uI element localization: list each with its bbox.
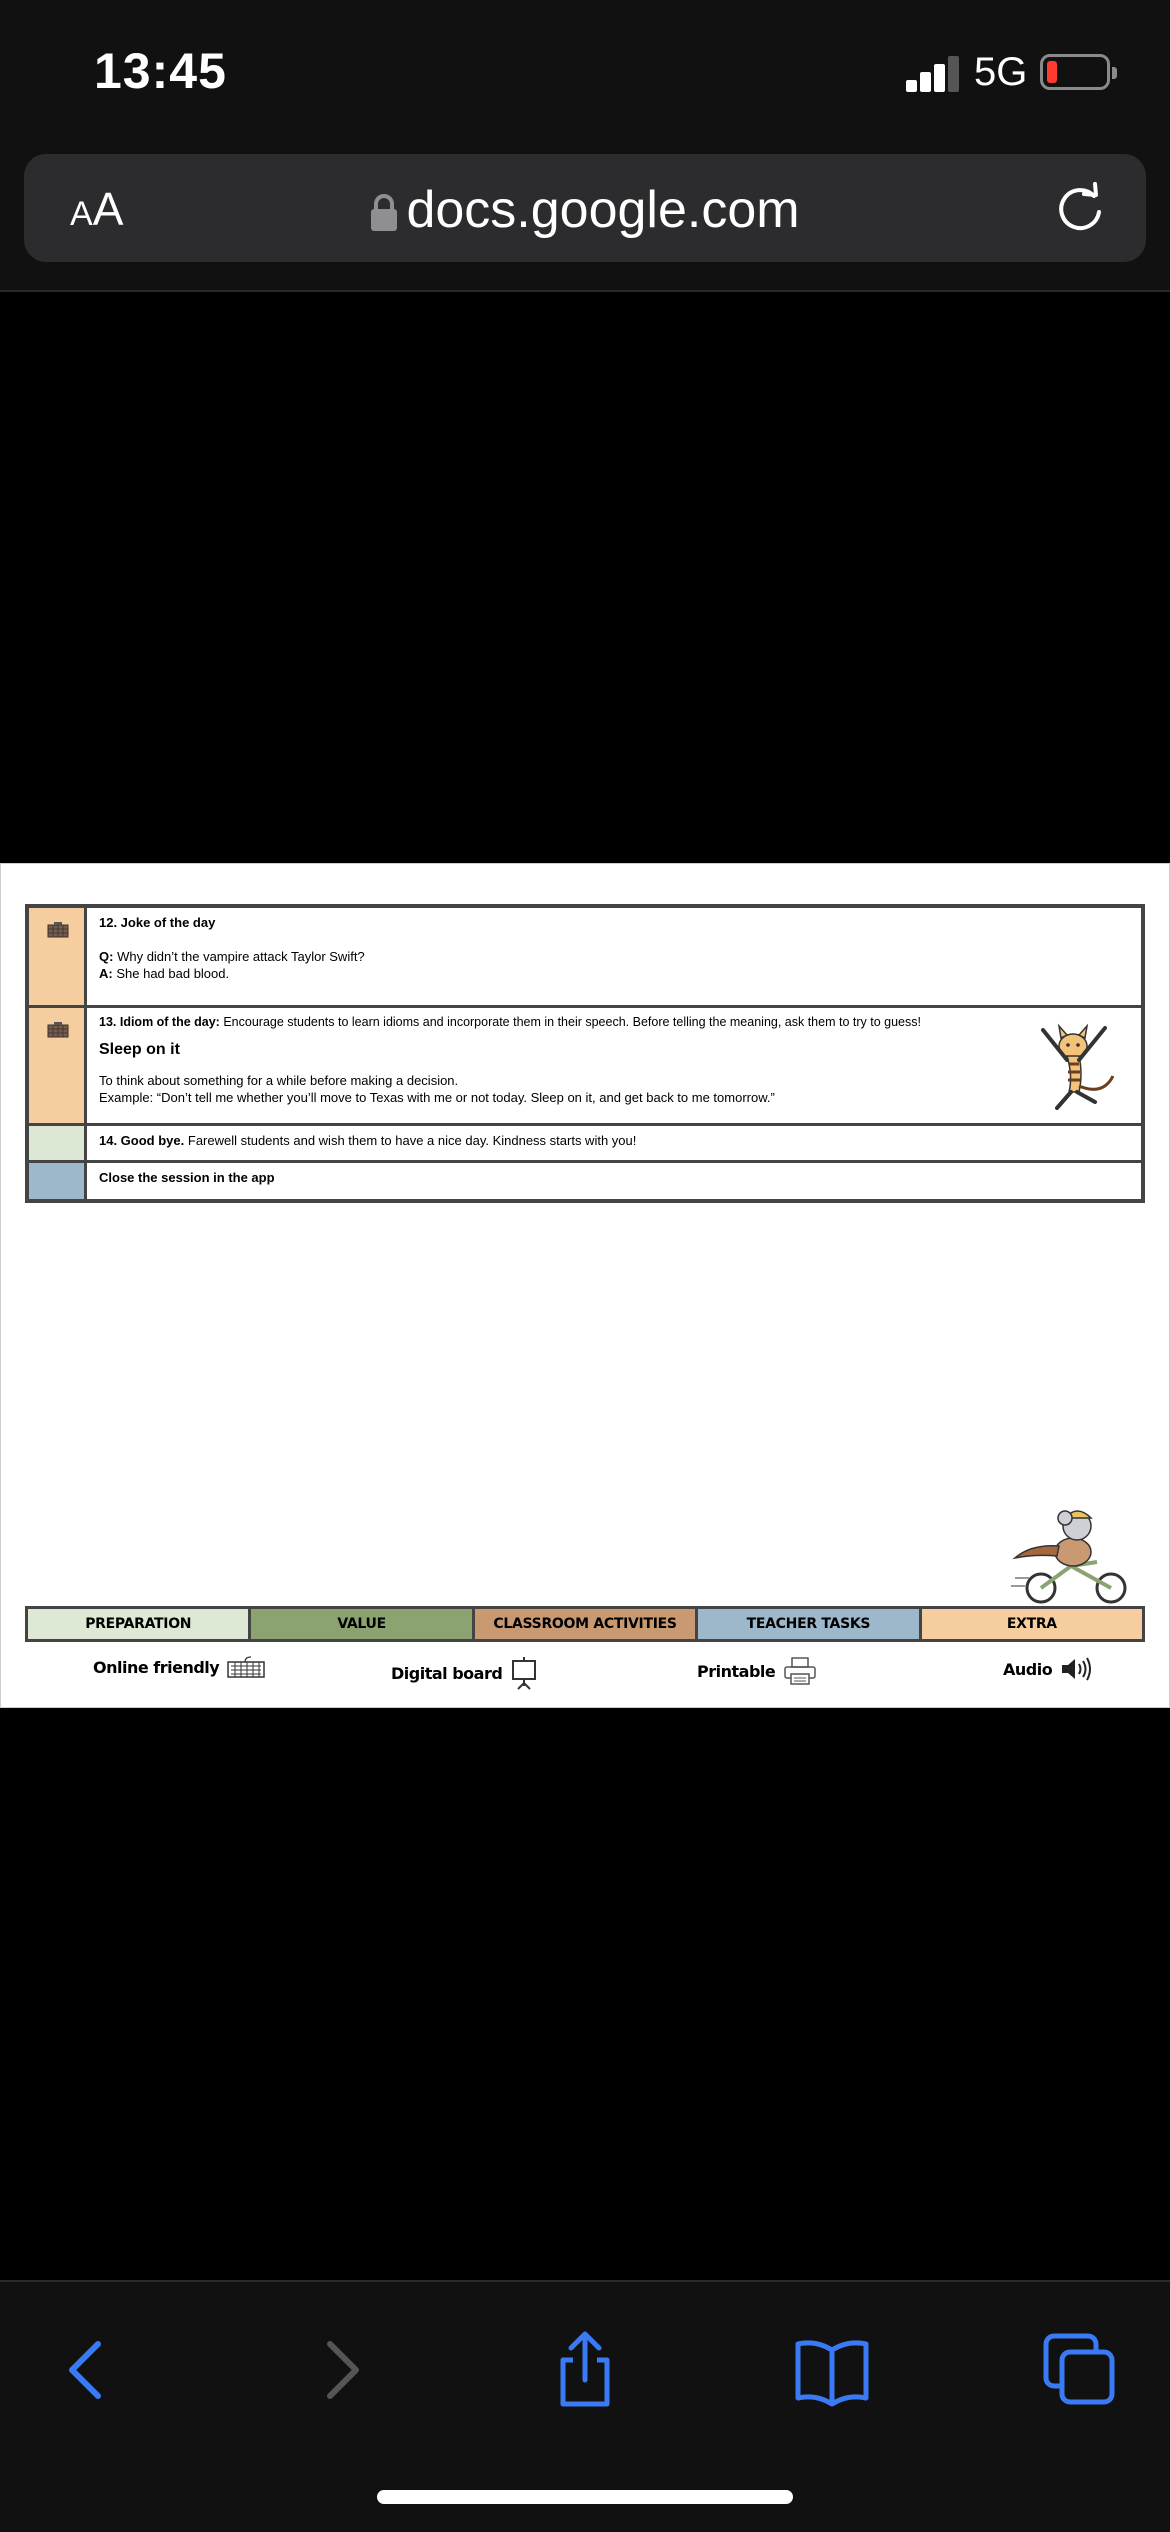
category-legend [25,1606,1145,1642]
dancing-cat-illustration [1023,1016,1123,1112]
back-icon[interactable] [48,2330,128,2410]
browser-header [0,150,1170,292]
cellular-signal-icon [906,56,960,92]
table-row [29,1163,1141,1199]
feature-online-friendly: Online friendly [93,1656,265,1678]
table-row [29,1008,1141,1126]
idiom-title: 13. Idiom of the day: [99,1015,220,1029]
address-bar[interactable] [24,154,1146,262]
reload-icon[interactable] [1054,182,1106,234]
feature-audio: Audio [1003,1656,1092,1682]
close-session-text: Close the session in the app [99,1170,275,1185]
legend-teacher-tasks: TEACHER TASKS [698,1609,921,1639]
idiom-meaning: To think about something for a while before making a decision. [99,1073,459,1088]
home-indicator[interactable] [377,2490,793,2504]
goodbye-title: 14. Good bye. [99,1133,185,1148]
goodbye-cell [87,1126,1141,1160]
legend-extra: EXTRA [922,1609,1142,1639]
idiom-cell [87,1008,1141,1123]
lesson-plan-table [25,904,1145,1203]
legend-value: VALUE [251,1609,474,1639]
url-display[interactable] [24,180,1146,240]
category-cell-teacher-tasks [29,1163,87,1199]
clock: 13:45 [94,43,227,99]
idiom-phrase: Sleep on it [99,1041,180,1058]
joke-title: 12. Joke of the day [99,915,216,930]
category-cell-preparation [29,1126,87,1160]
forward-icon[interactable] [300,2330,380,2410]
joke-answer: She had bad blood. [116,966,230,981]
feature-digital-board: Digital board [391,1656,538,1690]
document-page[interactable] [0,863,1170,1708]
share-icon[interactable] [545,2330,625,2410]
idiom-intro: Encourage students to learn idioms and incorporate them in their speech. Before telling the meaning, ask them to try to guess! [223,1015,921,1029]
bookmarks-icon[interactable] [792,2330,872,2410]
legend-classroom-activities: CLASSROOM ACTIVITIES [475,1609,698,1639]
battery-icon [1040,54,1110,90]
printer-icon [783,1656,817,1686]
lock-icon [370,193,398,233]
network-type: 5G [974,50,1028,94]
reader-text-size-button[interactable]: AA [70,183,124,235]
keyboard-icon [47,1022,69,1038]
feature-legend [1,1656,1170,1696]
status-bar [0,0,1170,150]
idiom-example: Example: “Don’t tell me whether you’ll move to Texas with me or not today. Sleep on it, and get back to me tomorrow.” [99,1090,775,1105]
goodbye-text: Farewell students and wish them to have a nice day. Kindness starts with you! [187,1133,637,1148]
feature-printable: Printable [697,1656,817,1686]
rat-on-bike-illustration [1011,1496,1141,1606]
presentation-board-icon [510,1656,538,1690]
keyboard-icon [47,922,69,938]
category-cell-extra [29,908,87,1005]
joke-question: Why didn’t the vampire attack Taylor Swift? [117,949,365,964]
url-text: docs.google.com [406,181,800,239]
category-cell-extra [29,1008,87,1123]
joke-cell: 12. Joke of the day Q: Why didn’t the vampire attack Taylor Swift? A: She had bad blood. [99,915,365,981]
legend-preparation: PREPARATION [28,1609,251,1639]
speaker-icon [1060,1656,1092,1682]
keyboard-icon [227,1656,265,1678]
table-row [29,1126,1141,1163]
tabs-icon[interactable] [1040,2330,1120,2410]
table-row [29,908,1141,1008]
close-session-cell [87,1163,1141,1199]
